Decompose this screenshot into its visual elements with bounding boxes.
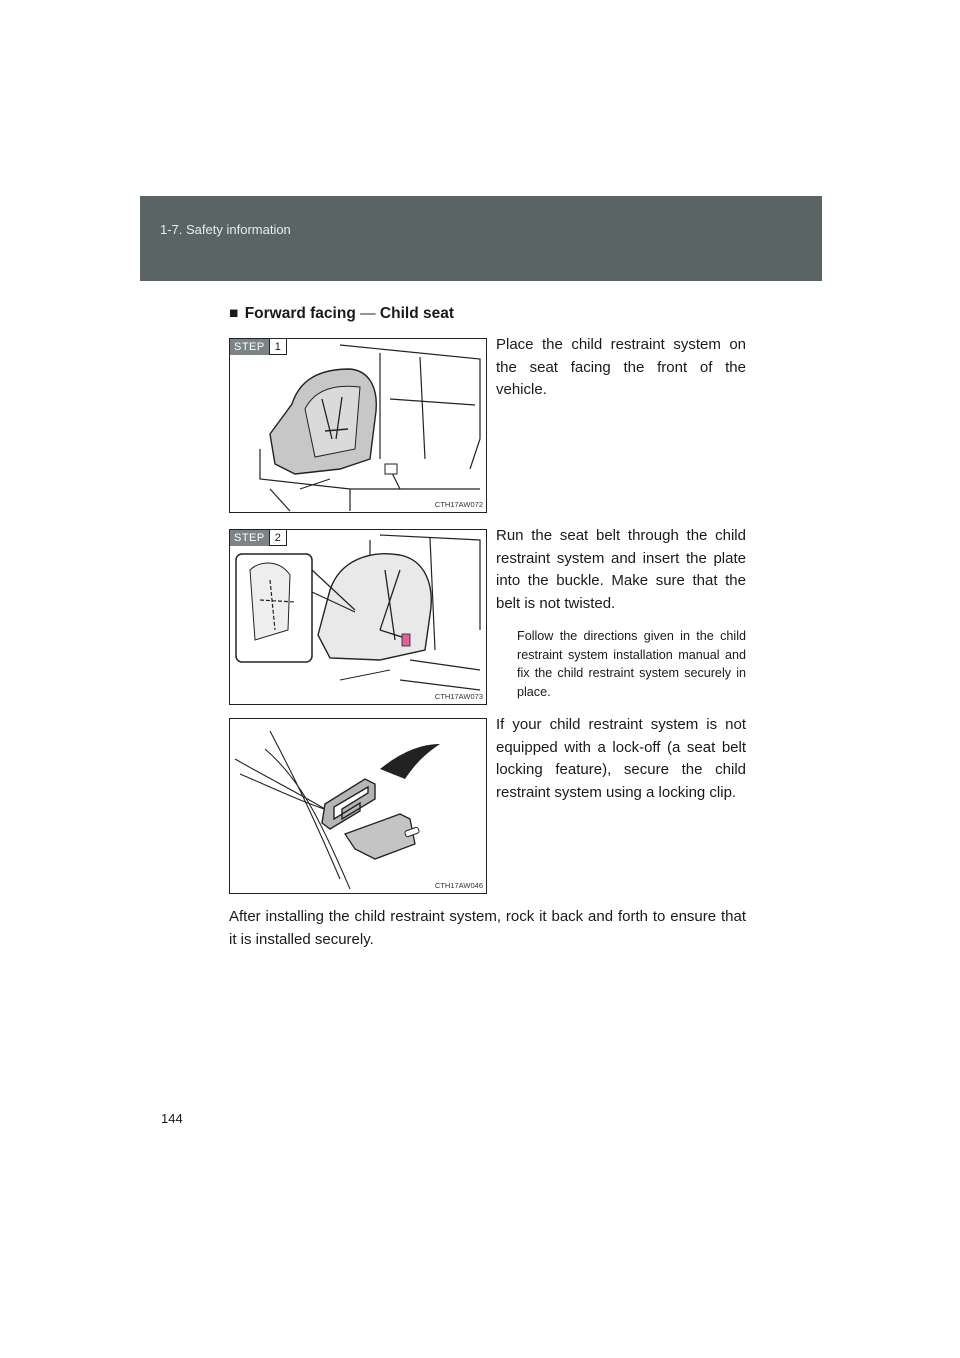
step-label: STEP	[230, 530, 269, 546]
figure-locking-clip	[229, 718, 487, 894]
closing-paragraph: After installing the child restraint system, rock it back and forth to ensure that it is installed securely.	[229, 908, 746, 948]
page-number: 144	[161, 1111, 183, 1126]
heading-part2: Child seat	[379, 305, 454, 322]
heading-bullet: ■	[229, 305, 239, 322]
seat-belt-routing-illustration	[230, 530, 486, 704]
figure-step-2	[229, 529, 487, 705]
step-label: STEP	[230, 339, 269, 355]
locking-clip-illustration	[230, 719, 486, 893]
figure-code: CTH17AW072	[434, 500, 483, 509]
step-badge-1	[230, 339, 287, 355]
section-heading	[229, 305, 454, 323]
figure-step-1	[229, 338, 487, 513]
step-number: 2	[269, 530, 287, 546]
heading-part1: Forward facing	[244, 305, 356, 322]
section-header-bar	[140, 196, 822, 281]
child-seat-placement-illustration	[230, 339, 486, 512]
step-2-note: Follow the directions given in the child restraint system installation manual and fix the child restraint system securely in place.	[517, 629, 746, 699]
figure-code: CTH17AW073	[434, 692, 483, 701]
step-3-text: If your child restraint system is not equipped with a lock-off (a seat belt locking feature), secure the child restraint system using a locking clip.	[496, 716, 746, 801]
figure-code: CTH17AW046	[434, 881, 483, 890]
step-number: 1	[269, 339, 287, 355]
step-badge-2	[230, 530, 287, 546]
section-title: 1-7. Safety information	[160, 222, 291, 237]
heading-dash: —	[360, 305, 376, 322]
step-2-text: Run the seat belt through the child restraint system and insert the plate into the buckle. Make sure that the belt is not twisted.	[496, 527, 746, 612]
step-1-text: Place the child restraint system on the seat facing the front of the vehicle.	[496, 336, 746, 399]
